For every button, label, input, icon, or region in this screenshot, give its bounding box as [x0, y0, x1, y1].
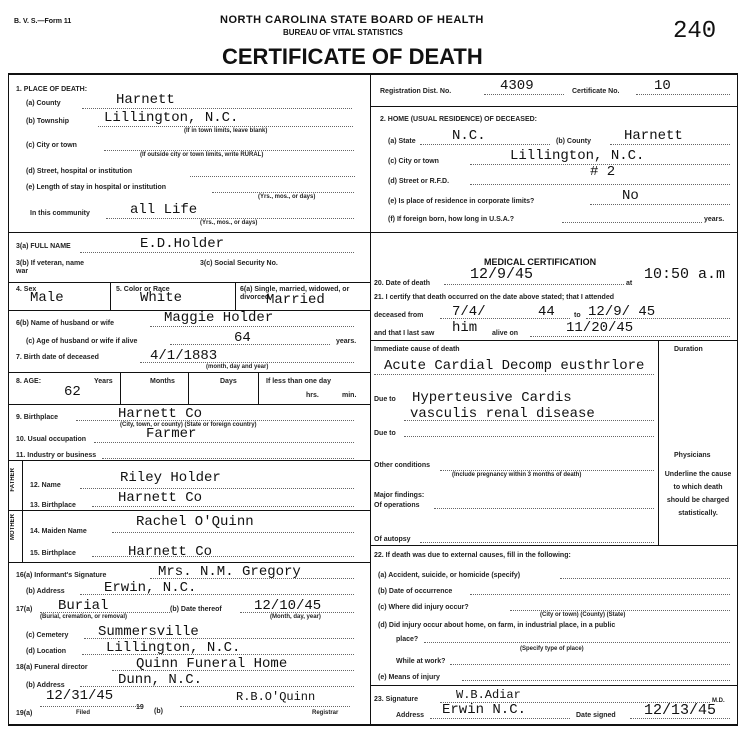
age-days-label: Days	[220, 378, 237, 385]
hrs-label: hrs.	[306, 392, 319, 399]
other-conditions-note: (Include pregnancy within 3 months of death)	[452, 472, 582, 478]
reg-dist-value: 4309	[500, 78, 534, 94]
birth-date-note: (month, day and year)	[206, 364, 269, 370]
line	[212, 192, 354, 193]
line	[80, 252, 354, 253]
spouse-value: Maggie Holder	[164, 310, 274, 326]
line	[92, 556, 354, 557]
registrar-b-label: (b)	[154, 708, 163, 715]
rfd-value: # 2	[590, 164, 616, 180]
years-word: years.	[704, 216, 725, 223]
operations-label: Of operations	[374, 502, 420, 509]
age-sep	[120, 372, 121, 404]
date-signed-label: Date signed	[576, 712, 616, 719]
line	[610, 144, 730, 145]
row-sep	[8, 282, 370, 283]
board-name: NORTH CAROLINA STATE BOARD OF HEALTH	[220, 14, 484, 26]
dod-value: 12/9/45	[470, 266, 534, 283]
line	[40, 612, 170, 613]
veteran-label: 3(b) If veteran, name war	[16, 260, 85, 275]
color-value: White	[140, 290, 183, 306]
burial-date-value: 12/10/45	[254, 598, 322, 614]
occupation-value: Farmer	[146, 426, 197, 442]
form-number: B. V. S.—Form 11	[14, 18, 72, 25]
informant-value: Mrs. N.M. Gregory	[158, 564, 301, 580]
county-label: (a) County	[26, 100, 61, 107]
foreign-label: (f) If foreign born, how long in U.S.A.?	[388, 216, 514, 223]
full-name-value: E.D.Holder	[140, 236, 225, 252]
row-sep	[370, 545, 737, 546]
ssn-label: 3(c) Social Security No.	[200, 260, 278, 267]
dod-label: 20. Date of death	[374, 280, 431, 287]
line	[470, 594, 730, 595]
last-saw-pronoun: him	[452, 320, 478, 336]
line	[106, 218, 354, 219]
sex-sep	[110, 282, 111, 310]
filed-date-value: 12/31/45	[46, 688, 114, 704]
line	[590, 204, 730, 205]
father-birthplace-value: Harnett Co	[118, 490, 203, 506]
row-sep	[8, 372, 370, 373]
certify-text: 21. I certify that death occurred on the date above stated; that I attended	[374, 294, 614, 301]
where-note: (City or town) (County) (State)	[540, 612, 626, 618]
row-sep	[8, 404, 370, 405]
time-of-death-value: 10:50 a.m	[644, 266, 726, 283]
marital-label: 6(a) Single, married, widowed, or divorced	[240, 286, 350, 301]
mother-birthplace-label: 15. Birthplace	[30, 550, 76, 557]
city-note: (If outside city or town limits, write RURAL)	[140, 152, 264, 158]
major-findings-label: Major findings:	[374, 492, 425, 499]
line	[562, 222, 702, 223]
section-sep-right-1	[370, 106, 737, 107]
at-label: at	[626, 280, 633, 287]
address-label: Address	[396, 712, 425, 719]
line	[80, 488, 354, 489]
place-of-death-label: 1. PLACE OF DEATH:	[16, 86, 88, 93]
center-divider	[370, 73, 371, 724]
line	[80, 594, 354, 595]
line	[630, 718, 730, 719]
row-sep	[370, 340, 737, 341]
occupation-label: 10. Usual occupation	[16, 436, 87, 443]
sex-sep	[235, 282, 236, 310]
due-to-label-1: Due to	[374, 396, 396, 403]
birthplace-value: Harnett Co	[118, 406, 203, 422]
state-value: N.C.	[452, 128, 486, 144]
certificate-number: 240	[673, 18, 717, 45]
frame-right	[737, 73, 738, 724]
attended-from-year: 44	[538, 304, 555, 320]
address-value: Erwin N.C.	[442, 702, 527, 718]
industry-label: 11. Industry or business	[16, 452, 97, 459]
burial-date-note: (Month, day, year)	[270, 614, 321, 620]
line	[82, 108, 352, 109]
row-sep	[370, 685, 737, 686]
where-label: (c) Where did injury occur?	[378, 604, 469, 611]
sex-label: 4. Sex	[16, 286, 37, 293]
less-than-day-label: If less than one day	[266, 378, 331, 385]
township-label: (b) Township	[26, 118, 70, 125]
line	[240, 612, 354, 613]
line	[374, 374, 654, 375]
funeral-director-value: Quinn Funeral Home	[136, 656, 288, 672]
line	[104, 150, 354, 151]
line	[102, 458, 354, 459]
line	[424, 642, 730, 643]
line	[404, 436, 654, 437]
specify-note: (Specify type of place)	[520, 646, 584, 652]
parent-side-sep	[22, 460, 23, 562]
birthplace-label: 9. Birthplace	[16, 414, 59, 421]
cert-no-label: Certificate No.	[572, 88, 620, 95]
res-county-value: Harnett	[624, 128, 683, 144]
other-conditions-label: Other conditions	[374, 462, 430, 469]
line	[112, 532, 354, 533]
frame-bottom	[8, 724, 738, 726]
township-value: Lillington, N.C.	[104, 110, 239, 126]
informant-label: 16(a) Informant's Signature	[16, 572, 107, 579]
stay-label: (e) Length of stay in hospital or institution	[26, 184, 166, 191]
line	[510, 610, 730, 611]
frame-left	[8, 73, 9, 724]
line	[112, 670, 354, 671]
line	[462, 680, 730, 681]
age-sep	[258, 372, 259, 404]
filed-label: 19(a)	[16, 710, 33, 717]
fd-address-value: Dunn, N.C.	[118, 672, 203, 688]
due-to-value-1: Hyperteusive Cardis	[412, 390, 572, 406]
medical-heading: MEDICAL CERTIFICATION	[484, 257, 597, 267]
disposal-note: (Burial, cremation, or removal)	[40, 614, 128, 620]
line	[586, 318, 730, 319]
mother-name-value: Rachel O'Quinn	[136, 514, 254, 530]
row-sep	[8, 562, 370, 563]
registrar-value: R.B.O'Quinn	[236, 690, 316, 704]
marital-value: Married	[266, 292, 325, 308]
informant-address-label: (b) Address	[26, 588, 65, 595]
cemetery-value: Summersville	[98, 624, 199, 640]
filed-word: Filed	[76, 710, 91, 716]
spouse-age-value: 64	[234, 330, 251, 346]
reg-dist-label: Registration Dist. No.	[380, 88, 452, 95]
home-farm-label: (d) Did injury occur about home, on farm, in industrial place, in a public	[378, 622, 616, 629]
father-side-label: FATHER	[10, 468, 16, 492]
to-label: to	[574, 312, 581, 319]
age-months-label: Months	[150, 378, 175, 385]
line	[170, 344, 330, 345]
line	[140, 362, 354, 363]
alive-on-label: alive on	[492, 330, 519, 337]
line	[440, 318, 570, 319]
street-label: (d) Street, hospital or institution	[26, 168, 133, 175]
father-name-label: 12. Name	[30, 482, 61, 489]
birthplace-note: (City, town, or county) (State or foreign country)	[120, 422, 257, 428]
occurrence-label: (b) Date of occurrence	[378, 588, 453, 595]
line	[84, 638, 354, 639]
state-label: (a) State	[388, 138, 416, 145]
location-label: (d) Location	[26, 648, 67, 655]
line	[404, 420, 654, 421]
attended-from-value: 7/4/	[452, 304, 486, 320]
line	[82, 654, 354, 655]
section-sep-right-2	[370, 232, 737, 233]
funeral-director-label: 18(a) Funeral director	[16, 664, 88, 671]
birth-date-value: 4/1/1883	[150, 348, 218, 364]
date-signed-value: 12/13/45	[644, 702, 717, 719]
last-saw-label: and that I last saw	[374, 330, 435, 337]
mother-birthplace-value: Harnett Co	[128, 544, 213, 560]
line	[150, 326, 354, 327]
informant-address-value: Erwin, N.C.	[104, 580, 197, 596]
res-county-label: (b) County	[556, 138, 591, 145]
spouse-age-units: years.	[336, 338, 357, 345]
attended-from-label: deceased from	[374, 312, 424, 319]
attended-to-value: 12/9/ 45	[588, 304, 656, 320]
line	[440, 470, 654, 471]
imm-cause-label: Immediate cause of death	[374, 346, 460, 353]
duration-col	[658, 340, 659, 545]
community-units: (Yrs., mos., or days)	[200, 220, 258, 226]
place-label: place?	[396, 636, 419, 643]
section-sep-left-1	[8, 232, 370, 233]
burial-date-label: (b) Date thereof	[170, 606, 222, 613]
signature-label: 23. Signature	[374, 696, 418, 703]
certificate-title: CERTIFICATE OF DEATH	[222, 44, 483, 69]
corp-label: (e) Is place of residence in corporate limits?	[388, 198, 535, 205]
fd-address-label: (b) Address	[26, 682, 65, 689]
res-city-label: (c) City or town	[388, 158, 439, 165]
line	[636, 94, 730, 95]
line	[450, 664, 730, 665]
line	[80, 686, 354, 687]
line	[484, 94, 564, 95]
rfd-label: (d) Street or R.F.D.	[388, 178, 450, 185]
age-years-label: Years	[94, 378, 113, 385]
age-sep	[188, 372, 189, 404]
accident-label: (a) Accident, suicide, or homicide (specify)	[378, 572, 521, 579]
line	[530, 336, 730, 337]
line	[444, 284, 624, 285]
line	[420, 144, 550, 145]
father-name-value: Riley Holder	[120, 470, 221, 486]
year-19-label: 19	[136, 704, 144, 711]
line	[98, 126, 353, 127]
physicians-heading: Physicians	[674, 452, 711, 459]
line	[470, 184, 730, 185]
sex-value: Male	[30, 290, 64, 306]
city-label: (c) City or town	[26, 142, 77, 149]
line	[92, 506, 354, 507]
line	[430, 718, 570, 719]
autopsy-label: Of autopsy	[374, 536, 411, 543]
cert-no-value: 10	[654, 78, 671, 94]
md-label: M.D.	[712, 698, 725, 704]
line	[434, 508, 654, 509]
full-name-label: 3(a) FULL NAME	[16, 243, 71, 250]
frame-top	[8, 73, 738, 75]
line	[180, 706, 350, 707]
disposal-value: Burial	[58, 598, 109, 614]
corp-value: No	[622, 188, 639, 204]
due-to-label-2: Due to	[374, 430, 396, 437]
mother-side-label: MOTHER	[10, 514, 16, 540]
line	[150, 578, 354, 579]
row-sep	[8, 460, 370, 461]
color-label: 5. Color or Race	[116, 286, 170, 293]
location-value: Lillington, N.C.	[106, 640, 241, 656]
line	[76, 420, 354, 421]
age-label: 8. AGE:	[16, 378, 42, 385]
home-label: 2. HOME (USUAL RESIDENCE) OF DECEASED:	[380, 116, 537, 123]
due-to-value-2: vasculis renal disease	[410, 406, 595, 422]
father-birthplace-label: 13. Birthplace	[30, 502, 76, 509]
spouse-age-label: (c) Age of husband or wife if alive	[26, 338, 138, 345]
line	[560, 578, 730, 579]
spouse-label: 6(b) Name of husband or wife	[16, 320, 115, 327]
min-label: min.	[342, 392, 357, 399]
bureau-name: BUREAU OF VITAL STATISTICS	[283, 28, 403, 37]
signature-value: W.B.Adiar	[456, 688, 521, 702]
stay-units: (Yrs., mos., or days)	[258, 194, 316, 200]
birth-date-label: 7. Birth date of deceased	[16, 354, 99, 361]
township-note: (If in town limits, leave blank)	[184, 128, 268, 134]
physicians-note: Underline the cause to which death should be charged statistically.	[664, 471, 732, 517]
means-label: (e) Means of injury	[378, 674, 440, 681]
mother-name-label: 14. Maiden Name	[30, 528, 87, 535]
community-label: In this community	[30, 210, 90, 217]
imm-cause-value: Acute Cardial Decomp eusthrlore	[384, 358, 645, 374]
line	[94, 442, 354, 443]
row-sep	[8, 510, 370, 511]
duration-label: Duration	[674, 346, 703, 353]
line	[40, 706, 140, 707]
county-value: Harnett	[116, 92, 175, 108]
registrar-label: Registrar	[312, 710, 339, 716]
line	[420, 542, 654, 543]
last-seen-value: 11/20/45	[566, 320, 634, 336]
external-causes-label: 22. If death was due to external causes, fill in the following:	[374, 552, 571, 559]
line	[190, 176, 355, 177]
disposal-label: 17(a)	[16, 606, 33, 613]
community-value: all Life	[130, 202, 198, 218]
cemetery-label: (c) Cemetery	[26, 632, 69, 639]
work-label: While at work?	[396, 658, 446, 665]
age-years-value: 62	[64, 384, 81, 400]
res-city-value: Lillington, N.C.	[510, 148, 645, 164]
